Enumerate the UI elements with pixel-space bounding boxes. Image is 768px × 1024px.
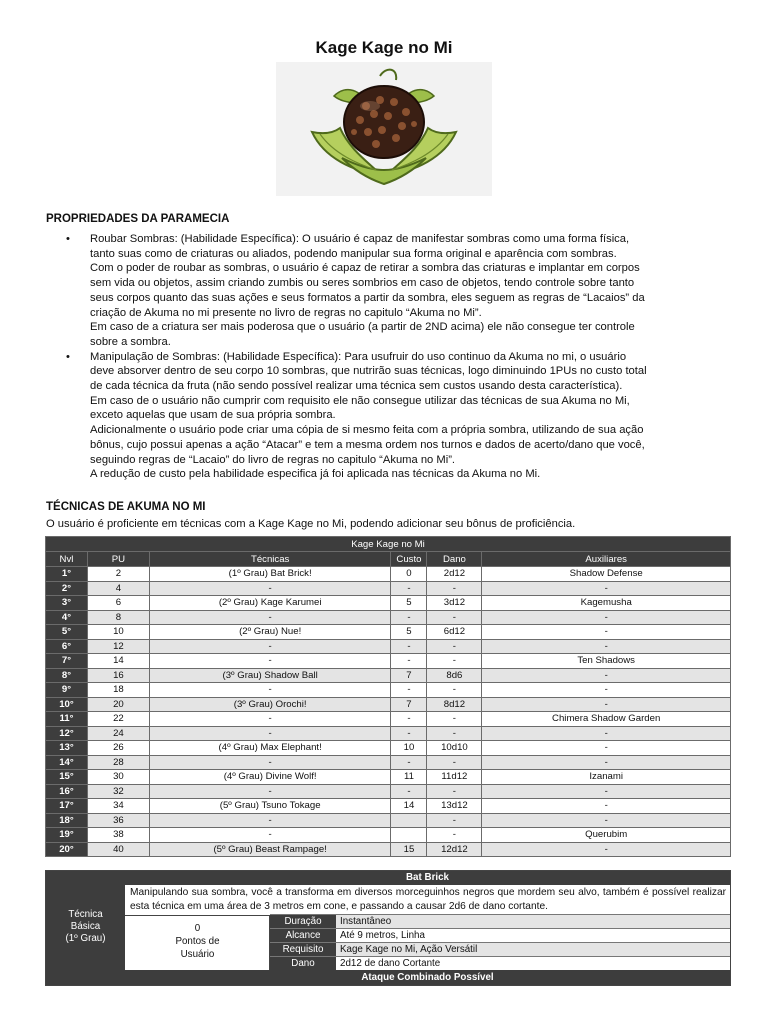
property-line: tanto suas como de criaturas ou aliados, podendo manipular sua forma original e aparência com sombras. <box>90 247 617 260</box>
technique-cell: (2º Grau) Nue! <box>149 625 391 640</box>
cost-cell: - <box>391 581 427 596</box>
attribute-value: Kage Kage no Mi, Ação Versátil <box>336 943 730 956</box>
auxiliary-cell: - <box>482 610 731 625</box>
level-cell: 18° <box>46 813 88 828</box>
table-header-cell: Nvl <box>46 552 88 567</box>
level-cell: 9° <box>46 683 88 698</box>
technique-cell: - <box>149 828 391 843</box>
pu-cell: 26 <box>87 741 149 756</box>
cost-cell: - <box>391 755 427 770</box>
card-attribute-duration <box>270 914 730 928</box>
cost-cell: - <box>391 784 427 799</box>
auxiliary-cell: Ten Shadows <box>482 654 731 669</box>
property-line <box>90 350 726 365</box>
properties-list <box>46 232 726 482</box>
auxiliary-cell: Kagemusha <box>482 596 731 611</box>
pu-cell: 4 <box>87 581 149 596</box>
damage-cell: 11d12 <box>427 770 482 785</box>
pu-cell: 36 <box>87 813 149 828</box>
property-line: seus corpos quanto das suas ações e seus formatos a partir da sombra, eles seguem as regras de “Lacaios” da <box>90 291 645 304</box>
card-cost <box>125 915 270 970</box>
cost-cell: 7 <box>391 668 427 683</box>
property-line: sobre a sombra. <box>90 335 171 348</box>
property-line: deve absorver dentro de seu corpo 10 sombras, que nutrirão suas técnicas, logo diminuindo 1PUs no custo total <box>90 365 647 378</box>
property-label: Manipulação de Sombras: (Habilidade Específica): <box>90 350 342 363</box>
technique-cell: - <box>149 654 391 669</box>
damage-cell: 13d12 <box>427 799 482 814</box>
level-cell: 19° <box>46 828 88 843</box>
auxiliary-cell: - <box>482 697 731 712</box>
auxiliary-cell: - <box>482 668 731 683</box>
card-attribute-range <box>270 928 730 942</box>
cost-cell: - <box>391 726 427 741</box>
damage-cell: - <box>427 581 482 596</box>
property-line: Em caso de o usuário não cumprir com requisito ele não consegue utilizar das técnicas de sua Akuma no Mi, <box>90 394 630 407</box>
cost-cell: - <box>391 610 427 625</box>
table-row <box>46 610 731 625</box>
cost-cell: - <box>391 654 427 669</box>
level-cell: 15° <box>46 770 88 785</box>
card-technique-grade: Técnica Básica (1º Grau) <box>65 909 106 944</box>
cost-cell: 7 <box>391 697 427 712</box>
auxiliary-cell: - <box>482 581 731 596</box>
technique-cell: - <box>149 683 391 698</box>
property-line: criação de Akuma no mi presente no livro de regras no capitulo “Akuma no Mi”. <box>90 306 482 319</box>
level-cell: 12° <box>46 726 88 741</box>
level-cell: 5° <box>46 625 88 640</box>
damage-cell: 3d12 <box>427 596 482 611</box>
damage-cell: - <box>427 828 482 843</box>
technique-cell: - <box>149 726 391 741</box>
cost-cell <box>391 828 427 843</box>
damage-cell: - <box>427 755 482 770</box>
card-description: Manipulando sua sombra, você a transforma em diversos morceguinhos negros que mordem seu alvo, também é possível realizar esta técnica em uma área de 3 metros em cone, e passando a causar 2d6 de dano cortante. <box>130 887 726 912</box>
technique-cell: (5º Grau) Tsuno Tokage <box>149 799 391 814</box>
property-line <box>90 232 726 247</box>
table-row <box>46 755 731 770</box>
table-row <box>46 813 731 828</box>
auxiliary-cell: - <box>482 784 731 799</box>
auxiliary-cell: Querubim <box>482 828 731 843</box>
table-row <box>46 697 731 712</box>
property-item-shadow-manipulation <box>46 350 726 482</box>
property-label: Roubar Sombras: (Habilidade Específica): <box>90 233 299 245</box>
table-caption: Kage Kage no Mi <box>46 537 731 552</box>
techniques-heading: TÉCNICAS DE AKUMA NO MI <box>46 501 206 513</box>
table-header-cell: Auxiliares <box>482 552 731 567</box>
page-title: Kage Kage no Mi <box>315 38 453 57</box>
property-line: Adicionalmente o usuário pode criar uma cópia de si mesmo feita com a própria sombra, utilizando de sua ação <box>90 424 644 437</box>
bullet-icon: • <box>66 350 70 363</box>
property-line: exceto aquelas que usam de sua própria sombra. <box>90 409 336 422</box>
table-header-cell: Dano <box>427 552 482 567</box>
card-side-panel <box>46 871 125 985</box>
technique-cell: (1º Grau) Bat Brick! <box>149 567 391 582</box>
table-row <box>46 842 731 857</box>
level-cell: 4° <box>46 610 88 625</box>
auxiliary-cell: - <box>482 726 731 741</box>
damage-cell: 8d12 <box>427 697 482 712</box>
attribute-value: Até 9 metros, Linha <box>336 929 730 942</box>
technique-cell: (3º Grau) Orochi! <box>149 697 391 712</box>
level-cell: 7° <box>46 654 88 669</box>
table-row <box>46 625 731 640</box>
level-cell: 3° <box>46 596 88 611</box>
table-row <box>46 668 731 683</box>
damage-cell: 12d12 <box>427 842 482 857</box>
cost-cell <box>391 813 427 828</box>
techniques-intro: O usuário é proficiente em técnicas com a Kage Kage no Mi, podendo adicionar seu bônus de proficiência. <box>46 518 576 530</box>
cost-cell: 0 <box>391 567 427 582</box>
pu-cell: 32 <box>87 784 149 799</box>
cost-cell: - <box>391 639 427 654</box>
property-line: A redução de custo pela habilidade especifica já foi aplicada nas técnicas da Akuma no Mi. <box>90 468 541 481</box>
auxiliary-cell: - <box>482 639 731 654</box>
cost-cell: 11 <box>391 770 427 785</box>
damage-cell: - <box>427 610 482 625</box>
attribute-value: Instantâneo <box>336 915 730 928</box>
table-row <box>46 567 731 582</box>
card-footer: Ataque Combinado Possível <box>125 970 730 985</box>
attribute-key: Requisito <box>270 943 336 956</box>
damage-cell: 6d12 <box>427 625 482 640</box>
technique-cell: (4º Grau) Max Elephant! <box>149 741 391 756</box>
technique-cell: - <box>149 784 391 799</box>
property-line: de cada técnica da fruta (não sendo possível realizar uma técnica sem custos usando desta característica). <box>90 380 623 393</box>
auxiliary-cell: - <box>482 799 731 814</box>
pu-cell: 8 <box>87 610 149 625</box>
level-cell: 14° <box>46 755 88 770</box>
technique-cell: - <box>149 581 391 596</box>
level-cell: 17° <box>46 799 88 814</box>
table-row <box>46 770 731 785</box>
pu-cell: 10 <box>87 625 149 640</box>
damage-cell: 10d10 <box>427 741 482 756</box>
pu-cell: 30 <box>87 770 149 785</box>
technique-cell: - <box>149 712 391 727</box>
level-cell: 13° <box>46 741 88 756</box>
damage-cell: - <box>427 654 482 669</box>
pu-cell: 34 <box>87 799 149 814</box>
properties-heading: PROPRIEDADES DA PARAMECIA <box>46 213 230 225</box>
auxiliary-cell: - <box>482 625 731 640</box>
auxiliary-cell: - <box>482 813 731 828</box>
card-cost-text: 0 Pontos de Usuário <box>175 923 220 960</box>
cost-cell: - <box>391 712 427 727</box>
attribute-key: Dano <box>270 957 336 970</box>
pu-cell: 28 <box>87 755 149 770</box>
level-cell: 2° <box>46 581 88 596</box>
technique-card-bat-brick <box>45 870 731 986</box>
property-line: Em caso de a criatura ser mais poderosa que o usuário (a partir de 2ND acima) ele não consegue ter controle <box>90 321 635 334</box>
pu-cell: 38 <box>87 828 149 843</box>
damage-cell: - <box>427 726 482 741</box>
level-cell: 11° <box>46 712 88 727</box>
property-text: O usuário é capaz de manifestar sombras como uma forma física, <box>302 233 630 245</box>
bullet-icon: • <box>66 233 70 245</box>
technique-cell: - <box>149 639 391 654</box>
pu-cell: 14 <box>87 654 149 669</box>
property-line: Com o poder de roubar as sombras, o usuário é capaz de retirar a sombra das criaturas e implantar em corpos <box>90 262 640 275</box>
card-attribute-damage <box>270 956 730 970</box>
level-cell: 16° <box>46 784 88 799</box>
cost-cell: 5 <box>391 596 427 611</box>
card-attribute-requirement <box>270 942 730 956</box>
auxiliary-cell: Shadow Defense <box>482 567 731 582</box>
auxiliary-cell: - <box>482 741 731 756</box>
table-row <box>46 596 731 611</box>
level-cell: 8° <box>46 668 88 683</box>
damage-cell: - <box>427 683 482 698</box>
technique-cell: (2º Grau) Kage Karumei <box>149 596 391 611</box>
technique-cell: - <box>149 813 391 828</box>
table-row <box>46 712 731 727</box>
cost-cell: 10 <box>391 741 427 756</box>
pu-cell: 2 <box>87 567 149 582</box>
techniques-table <box>45 536 731 857</box>
table-body <box>46 567 731 857</box>
technique-cell: (4º Grau) Divine Wolf! <box>149 770 391 785</box>
pu-cell: 22 <box>87 712 149 727</box>
table-row <box>46 741 731 756</box>
table-row <box>46 581 731 596</box>
cost-cell: 15 <box>391 842 427 857</box>
table-row <box>46 726 731 741</box>
auxiliary-cell: Chimera Shadow Garden <box>482 712 731 727</box>
table-row <box>46 654 731 669</box>
attribute-key: Alcance <box>270 929 336 942</box>
technique-cell: (5º Grau) Beast Rampage! <box>149 842 391 857</box>
damage-cell: - <box>427 639 482 654</box>
level-cell: 10° <box>46 697 88 712</box>
pu-cell: 12 <box>87 639 149 654</box>
table-header-cell: Custo <box>391 552 427 567</box>
pu-cell: 18 <box>87 683 149 698</box>
table-row <box>46 799 731 814</box>
auxiliary-cell: Izanami <box>482 770 731 785</box>
technique-cell: - <box>149 755 391 770</box>
property-text: Para usufruir do uso continuo da Akuma no mi, o usuário <box>344 350 627 363</box>
property-item-steal-shadows <box>46 232 726 350</box>
pu-cell: 20 <box>87 697 149 712</box>
attribute-value: 2d12 de dano Cortante <box>336 957 730 970</box>
property-line: bônus, cujo possui apenas a ação “Atacar” e tem a mesma ordem nos turnos e dados de acerto/dano que você, <box>90 438 645 451</box>
table-row <box>46 683 731 698</box>
table-row <box>46 828 731 843</box>
kage-kage-no-mi-fruit-icon <box>276 62 492 196</box>
auxiliary-cell: - <box>482 683 731 698</box>
cost-cell: 14 <box>391 799 427 814</box>
damage-cell: - <box>427 784 482 799</box>
damage-cell: 2d12 <box>427 567 482 582</box>
level-cell: 20° <box>46 842 88 857</box>
level-cell: 6° <box>46 639 88 654</box>
level-cell: 1° <box>46 567 88 582</box>
attribute-key: Duração <box>270 915 336 928</box>
pu-cell: 6 <box>87 596 149 611</box>
table-row <box>46 639 731 654</box>
table-row <box>46 784 731 799</box>
auxiliary-cell: - <box>482 842 731 857</box>
auxiliary-cell: - <box>482 755 731 770</box>
card-title: Bat Brick <box>125 871 730 885</box>
technique-cell: (3º Grau) Shadow Ball <box>149 668 391 683</box>
damage-cell: - <box>427 813 482 828</box>
property-line: seguindo regras de “Lacaio” do livro de regras no capitulo “Akuma no Mi”. <box>90 453 456 466</box>
damage-cell: 8d6 <box>427 668 482 683</box>
pu-cell: 24 <box>87 726 149 741</box>
pu-cell: 16 <box>87 668 149 683</box>
table-header-row <box>46 552 731 567</box>
pu-cell: 40 <box>87 842 149 857</box>
damage-cell: - <box>427 712 482 727</box>
cost-cell: 5 <box>391 625 427 640</box>
technique-cell: - <box>149 610 391 625</box>
property-line: sem vida ou objetos, assim criando zumbis ou seres sombrios em caso de objetos, tendo controle sobre tanto <box>90 277 635 290</box>
cost-cell: - <box>391 683 427 698</box>
table-header-cell: Técnicas <box>149 552 391 567</box>
table-header-cell: PU <box>87 552 149 567</box>
